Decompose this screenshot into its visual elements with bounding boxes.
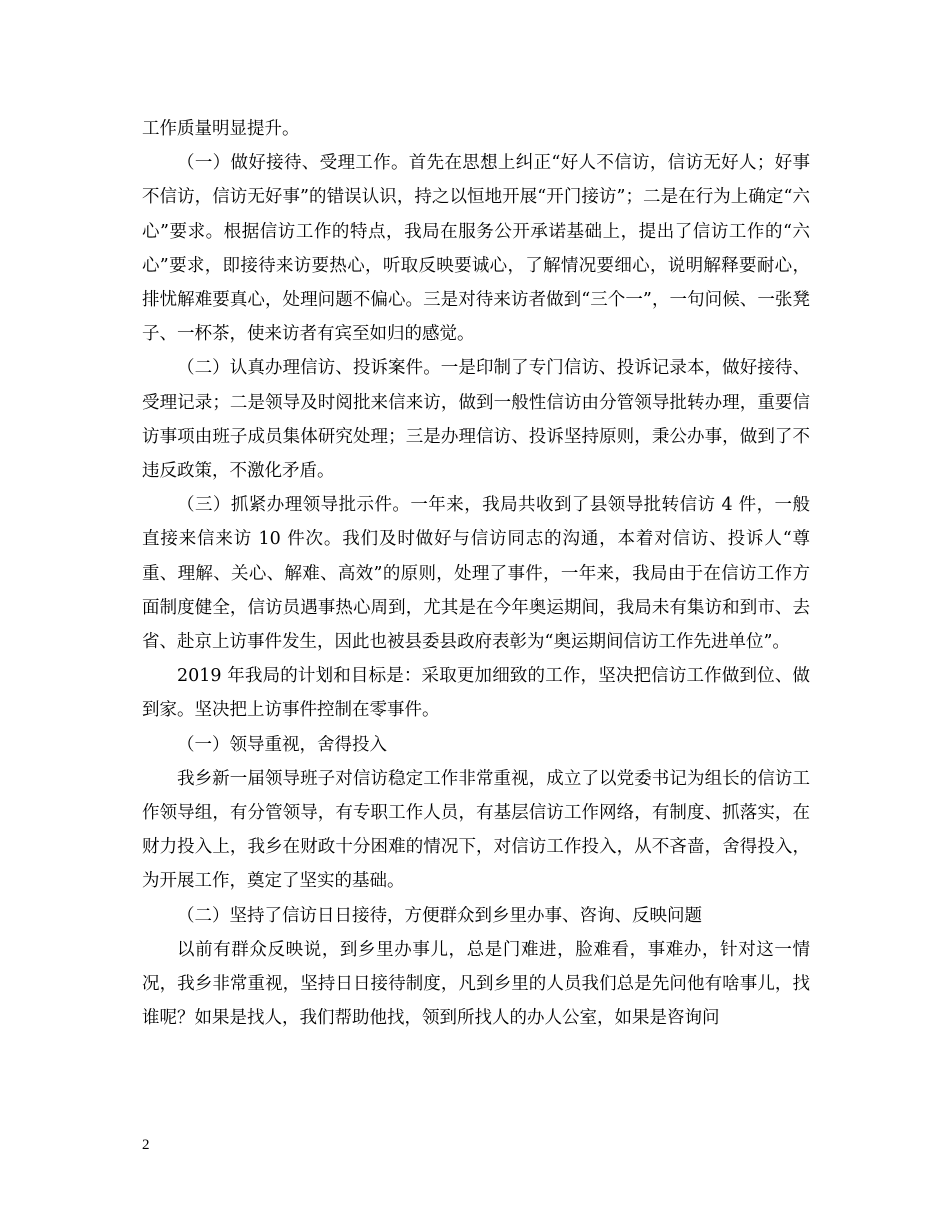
section-heading-daily-reception: （二）坚持了信访日日接待，方便群众到乡里办事、咨询、反映问题 <box>177 905 702 926</box>
page-number: 2 <box>142 1137 150 1153</box>
paragraph-4: 2019 年我局的计划和目标是：采取更加细致的工作，坚决把信访工作做到位、做到家。坚决把上访事件控制在零事件。 <box>142 666 810 721</box>
section-heading-leadership: （一）领导重视，舍得投入 <box>177 734 387 755</box>
paragraph-1: （一）做好接待、受理工作。首先在思想上纠正“好人不信访，信访无好人；好事不信访，信访无好事”的错误认识，持之以恒地开展“开门接访”；二是在行为上确定“六心”要求。根据信访工作的特点，我局在服务公开承诺基础上，提出了信访工作的“六心”要求，即接待来访要热心，听取反映要诚心，了解情况要细心，说明解释要耐心，排忧解难要真心，处理问题不偏心。三是对待来访者做到“三个一”，一句问候、一张凳子、一杯茶，使来访者有宾至如归的感觉。 <box>142 153 810 345</box>
paragraph-8: 以前有群众反映说，到乡里办事儿，总是门难进，脸难看，事难办，针对这一情况，我乡非常重视，坚持日日接待制度，凡到乡里的人员我们总是先问他有啥事儿，找谁呢？如果是找人，我们帮助他找，领到所找人的办人公室，如果是咨询问 <box>142 939 810 1029</box>
paragraph-3: （三）抓紧办理领导批示件。一年来，我局共收到了县领导批转信访 4 件，一般直接来信来访 10 件次。我们及时做好与信访同志的沟通，本着对信访、投诉人“尊重、理解、关心、解难、高效”的原则，处理了事件，一年来，我局由于在信访工作方面制度健全，信访员遇事热心周到，尤其是在今年奥运期间，我局未有集访和到市、去省、赴京上访事件发生，因此也被县委县政府表彰为“奥运期间信访工作先进单位”。 <box>142 495 810 653</box>
paragraph-6: 我乡新一届领导班子对信访稳定工作非常重视，成立了以党委书记为组长的信访工作领导组，有分管领导，有专职工作人员，有基层信访工作网络，有制度、抓落实，在财力投入上，我乡在财政十分困难的情况下，对信访工作投入，从不吝啬，舍得投入，为开展工作，奠定了坚实的基础。 <box>142 768 810 892</box>
document-body <box>142 112 810 1035</box>
paragraph-0: 工作质量明显提升。 <box>142 119 300 139</box>
paragraph-2: （二）认真办理信访、投诉案件。一是印制了专门信访、投诉记录本，做好接待、受理记录；二是领导及时阅批来信来访，做到一般性信访由分管领导批转办理，重要信访事项由班子成员集体研究处理；三是办理信访、投诉坚持原则，秉公办事，做到了不违反政策，不激化矛盾。 <box>142 358 810 482</box>
